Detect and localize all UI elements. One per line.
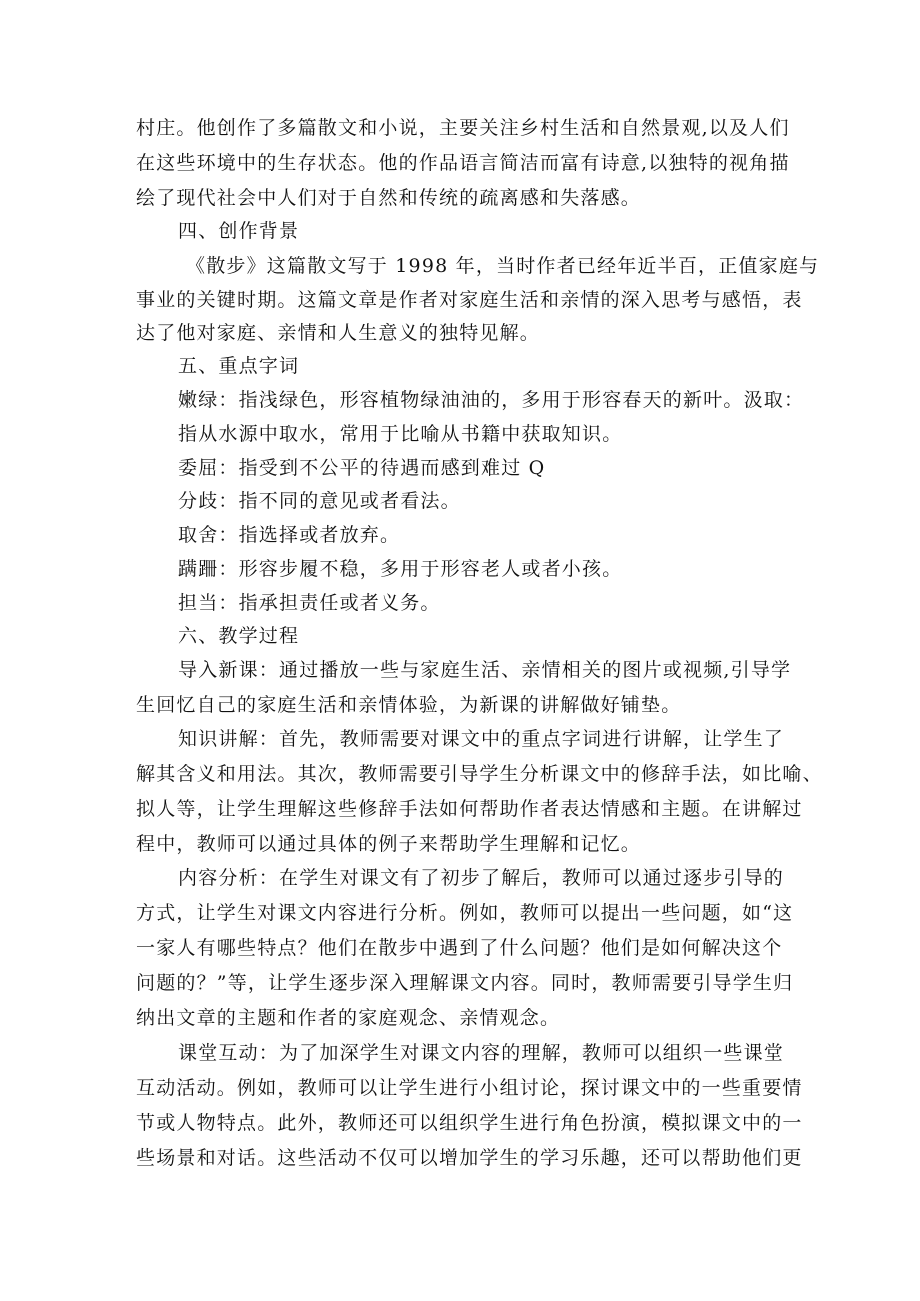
paragraph-line: 知识讲解：首先，教师需要对课文中的重点字词进行讲解，让学生了 — [178, 728, 785, 750]
paragraph-line: 内容分析：在学生对课文有了初步了解后，教师可以通过逐步引导的 — [178, 867, 785, 889]
paragraph-line: 生回忆自己的家庭生活和亲情体验，为新课的讲解做好铺垫。 — [136, 694, 682, 716]
paragraph-line: 绘了现代社会中人们对于自然和传统的疏离感和失落感。 — [136, 187, 642, 209]
paragraph-line: 达了他对家庭、亲情和人生意义的独特见解。 — [136, 322, 541, 344]
paragraph-line: 问题的？”等，让学生逐步深入理解课文内容。同时，教师需要引导学生归 — [136, 972, 794, 994]
section-heading-teaching-process: 六、教学过程 — [178, 625, 300, 647]
vocab-line: 担当：指承担责任或者义务。 — [178, 592, 441, 614]
paragraph-line: 《散步》这篇散文写于 1998 年，当时作者已经年近半百，正值家庭与 — [186, 255, 820, 277]
paragraph-line: 节或人物特点。此外，教师还可以组织学生进行角色扮演，模拟课文中的一 — [136, 1112, 803, 1134]
paragraph-line: 些场景和对话。这些活动不仅可以增加学生的学习乐趣，还可以帮助他们更 — [136, 1147, 803, 1169]
vocab-line: 蹒跚：形容步履不稳，多用于形容老人或者小孩。 — [178, 558, 623, 580]
vocab-line: 委屈：指受到不公平的待遇而感到难过 Q — [178, 457, 546, 479]
paragraph-line: 解其含义和用法。其次，教师需要引导学生分析课文中的修辞手法，如比喻、 — [136, 763, 823, 785]
paragraph-line: 导入新课：通过播放一些与家庭生活、亲情相关的图片或视频,引导学 — [178, 659, 792, 681]
vocab-line: 取舍：指选择或者放弃。 — [178, 524, 401, 546]
paragraph-line: 方式，让学生对课文内容进行分析。例如，教师可以提出一些问题，如“这 — [136, 902, 794, 924]
section-heading-key-words: 五、重点字词 — [178, 355, 300, 377]
paragraph-line: 程中，教师可以通过具体的例子来帮助学生理解和记忆。 — [136, 833, 642, 855]
paragraph-line: 在这些环境中的生存状态。他的作品语言简洁而富有诗意,以独特的视角描 — [136, 152, 790, 174]
paragraph-line: 互动活动。例如，教师可以让学生进行小组讨论，探讨课文中的一些重要情 — [136, 1077, 803, 1099]
vocab-line: 嫩绿：指浅绿色，形容植物绿油油的，多用于形容春天的新叶。汲取： — [178, 389, 805, 411]
paragraph-line: 纳出文章的主题和作者的家庭观念、亲情观念。 — [136, 1007, 561, 1029]
vocab-line: 分歧：指不同的意见或者看法。 — [178, 490, 461, 512]
section-heading-background: 四、创作背景 — [178, 220, 300, 242]
paragraph-line: 拟人等，让学生理解这些修辞手法如何帮助作者表达情感和主题。在讲解过 — [136, 798, 803, 820]
paragraph-line: 一家人有哪些特点？他们在散步中遇到了什么问题？他们是如何解决这个 — [136, 937, 783, 959]
vocab-line: 指从水源中取水，常用于比喻从书籍中获取知识。 — [178, 423, 623, 445]
paragraph-line: 村庄。他创作了多篇散文和小说，主要关注乡村生活和自然景观,以及人们 — [136, 117, 790, 139]
paragraph-line: 事业的关键时期。这篇文章是作者对家庭生活和亲情的深入思考与感悟，表 — [136, 289, 803, 311]
paragraph-line: 课堂互动：为了加深学生对课文内容的理解，教师可以组织一些课堂 — [178, 1042, 785, 1064]
